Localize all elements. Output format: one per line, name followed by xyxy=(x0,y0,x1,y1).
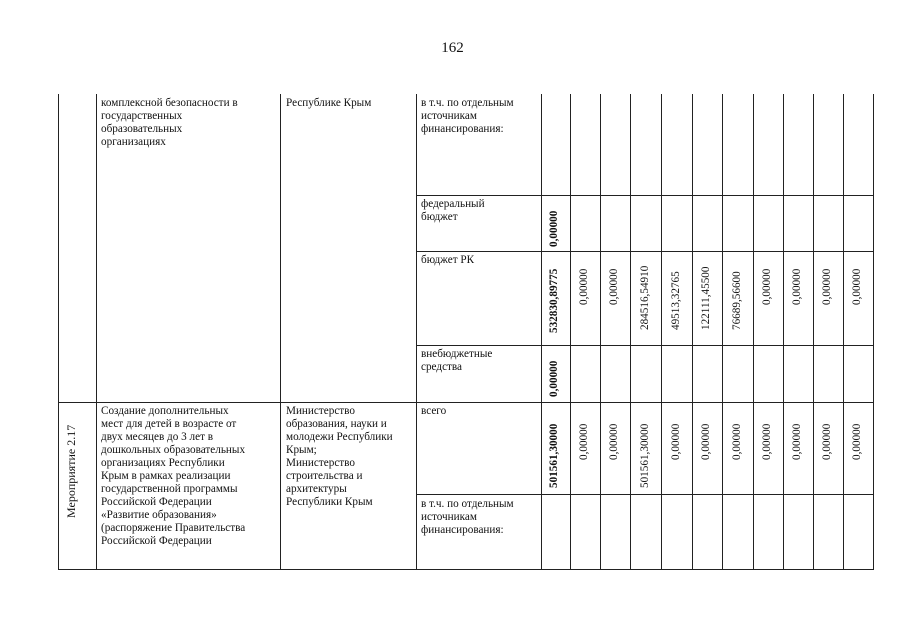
bottom-name-line: Российской Федерации xyxy=(101,496,212,508)
source-line: источникам xyxy=(421,110,477,122)
bottom-name-line: Создание дополнительных xyxy=(101,405,229,417)
cell-value: 501561,30000 xyxy=(548,423,560,488)
executor-line: архитектуры xyxy=(286,483,347,495)
cell-value: 0,00000 xyxy=(851,268,863,305)
cell-value: 0,00000 xyxy=(700,423,712,460)
executor-line: Министерство xyxy=(286,457,355,469)
cell-value: 0,00000 xyxy=(578,268,590,305)
source-line: в т.ч. по отдельным xyxy=(421,498,514,510)
cell-value: 0,00000 xyxy=(578,423,590,460)
cell-value: 0,00000 xyxy=(821,268,833,305)
cell-value: 0,00000 xyxy=(548,360,560,397)
executor-line: строительства и xyxy=(286,470,363,482)
cell-value: 0,00000 xyxy=(761,423,773,460)
bottom-name-line: мест для детей в возрасте от xyxy=(101,418,237,430)
bottom-name-line: Российской Федерации xyxy=(101,535,212,547)
cell-value: 0,00000 xyxy=(761,268,773,305)
cell-value: 0,00000 xyxy=(608,423,620,460)
top-name-line: государственных xyxy=(101,110,183,122)
source-line: всего xyxy=(421,405,447,417)
cell-value: 532830,89775 xyxy=(548,268,560,333)
source-line: внебюджетные xyxy=(421,348,493,360)
top-name-line: образовательных xyxy=(101,123,183,135)
executor-line: Крым; xyxy=(286,444,317,456)
executor-line: молодежи Республики xyxy=(286,431,393,443)
cell-value: 0,00000 xyxy=(821,423,833,460)
measure-label: Мероприятие 2.17 xyxy=(64,424,78,518)
cell-value: 0,00000 xyxy=(548,210,560,247)
cell-value: 49513,32765 xyxy=(670,271,682,330)
source-line: финансирования: xyxy=(421,524,504,536)
bottom-name-line: организациях Республики xyxy=(101,457,225,469)
executor-line: образования, науки и xyxy=(286,418,387,430)
top-name-line: комплексной безопасности в xyxy=(101,97,238,109)
bottom-name-line: (распоряжение Правительства xyxy=(101,522,246,534)
cell-value: 76689,56600 xyxy=(731,271,743,330)
cell-value: 122111,45500 xyxy=(700,266,712,330)
bottom-name-line: двух месяцев до 3 лет в xyxy=(101,431,214,443)
source-line: средства xyxy=(421,361,463,373)
cell-value: 0,00000 xyxy=(608,268,620,305)
cell-value: 0,00000 xyxy=(670,423,682,460)
source-line: бюджет РК xyxy=(421,254,475,266)
cell-value: 0,00000 xyxy=(851,423,863,460)
source-line: источникам xyxy=(421,511,477,523)
top-executor: Республике Крым xyxy=(286,97,372,109)
bottom-name-line: дошкольных образовательных xyxy=(101,444,246,456)
executor-line: Республики Крым xyxy=(286,496,373,508)
cell-value: 0,00000 xyxy=(791,268,803,305)
top-name-line: организациях xyxy=(101,136,166,148)
source-line: федеральный xyxy=(421,198,485,210)
page-number: 162 xyxy=(441,40,464,56)
source-line: бюджет xyxy=(421,211,458,223)
source-line: финансирования: xyxy=(421,123,504,135)
cell-value: 501561,30000 xyxy=(639,423,651,488)
cell-value: 284516,54910 xyxy=(639,265,651,330)
cell-value: 0,00000 xyxy=(791,423,803,460)
bottom-name-line: Крым в рамках реализации xyxy=(101,470,231,482)
bottom-name-line: государственной программы xyxy=(101,483,238,495)
executor-line: Министерство xyxy=(286,405,355,417)
source-line: в т.ч. по отдельным xyxy=(421,97,514,109)
bottom-name-line: «Развитие образования» xyxy=(101,509,217,521)
cell-value: 0,00000 xyxy=(731,423,743,460)
